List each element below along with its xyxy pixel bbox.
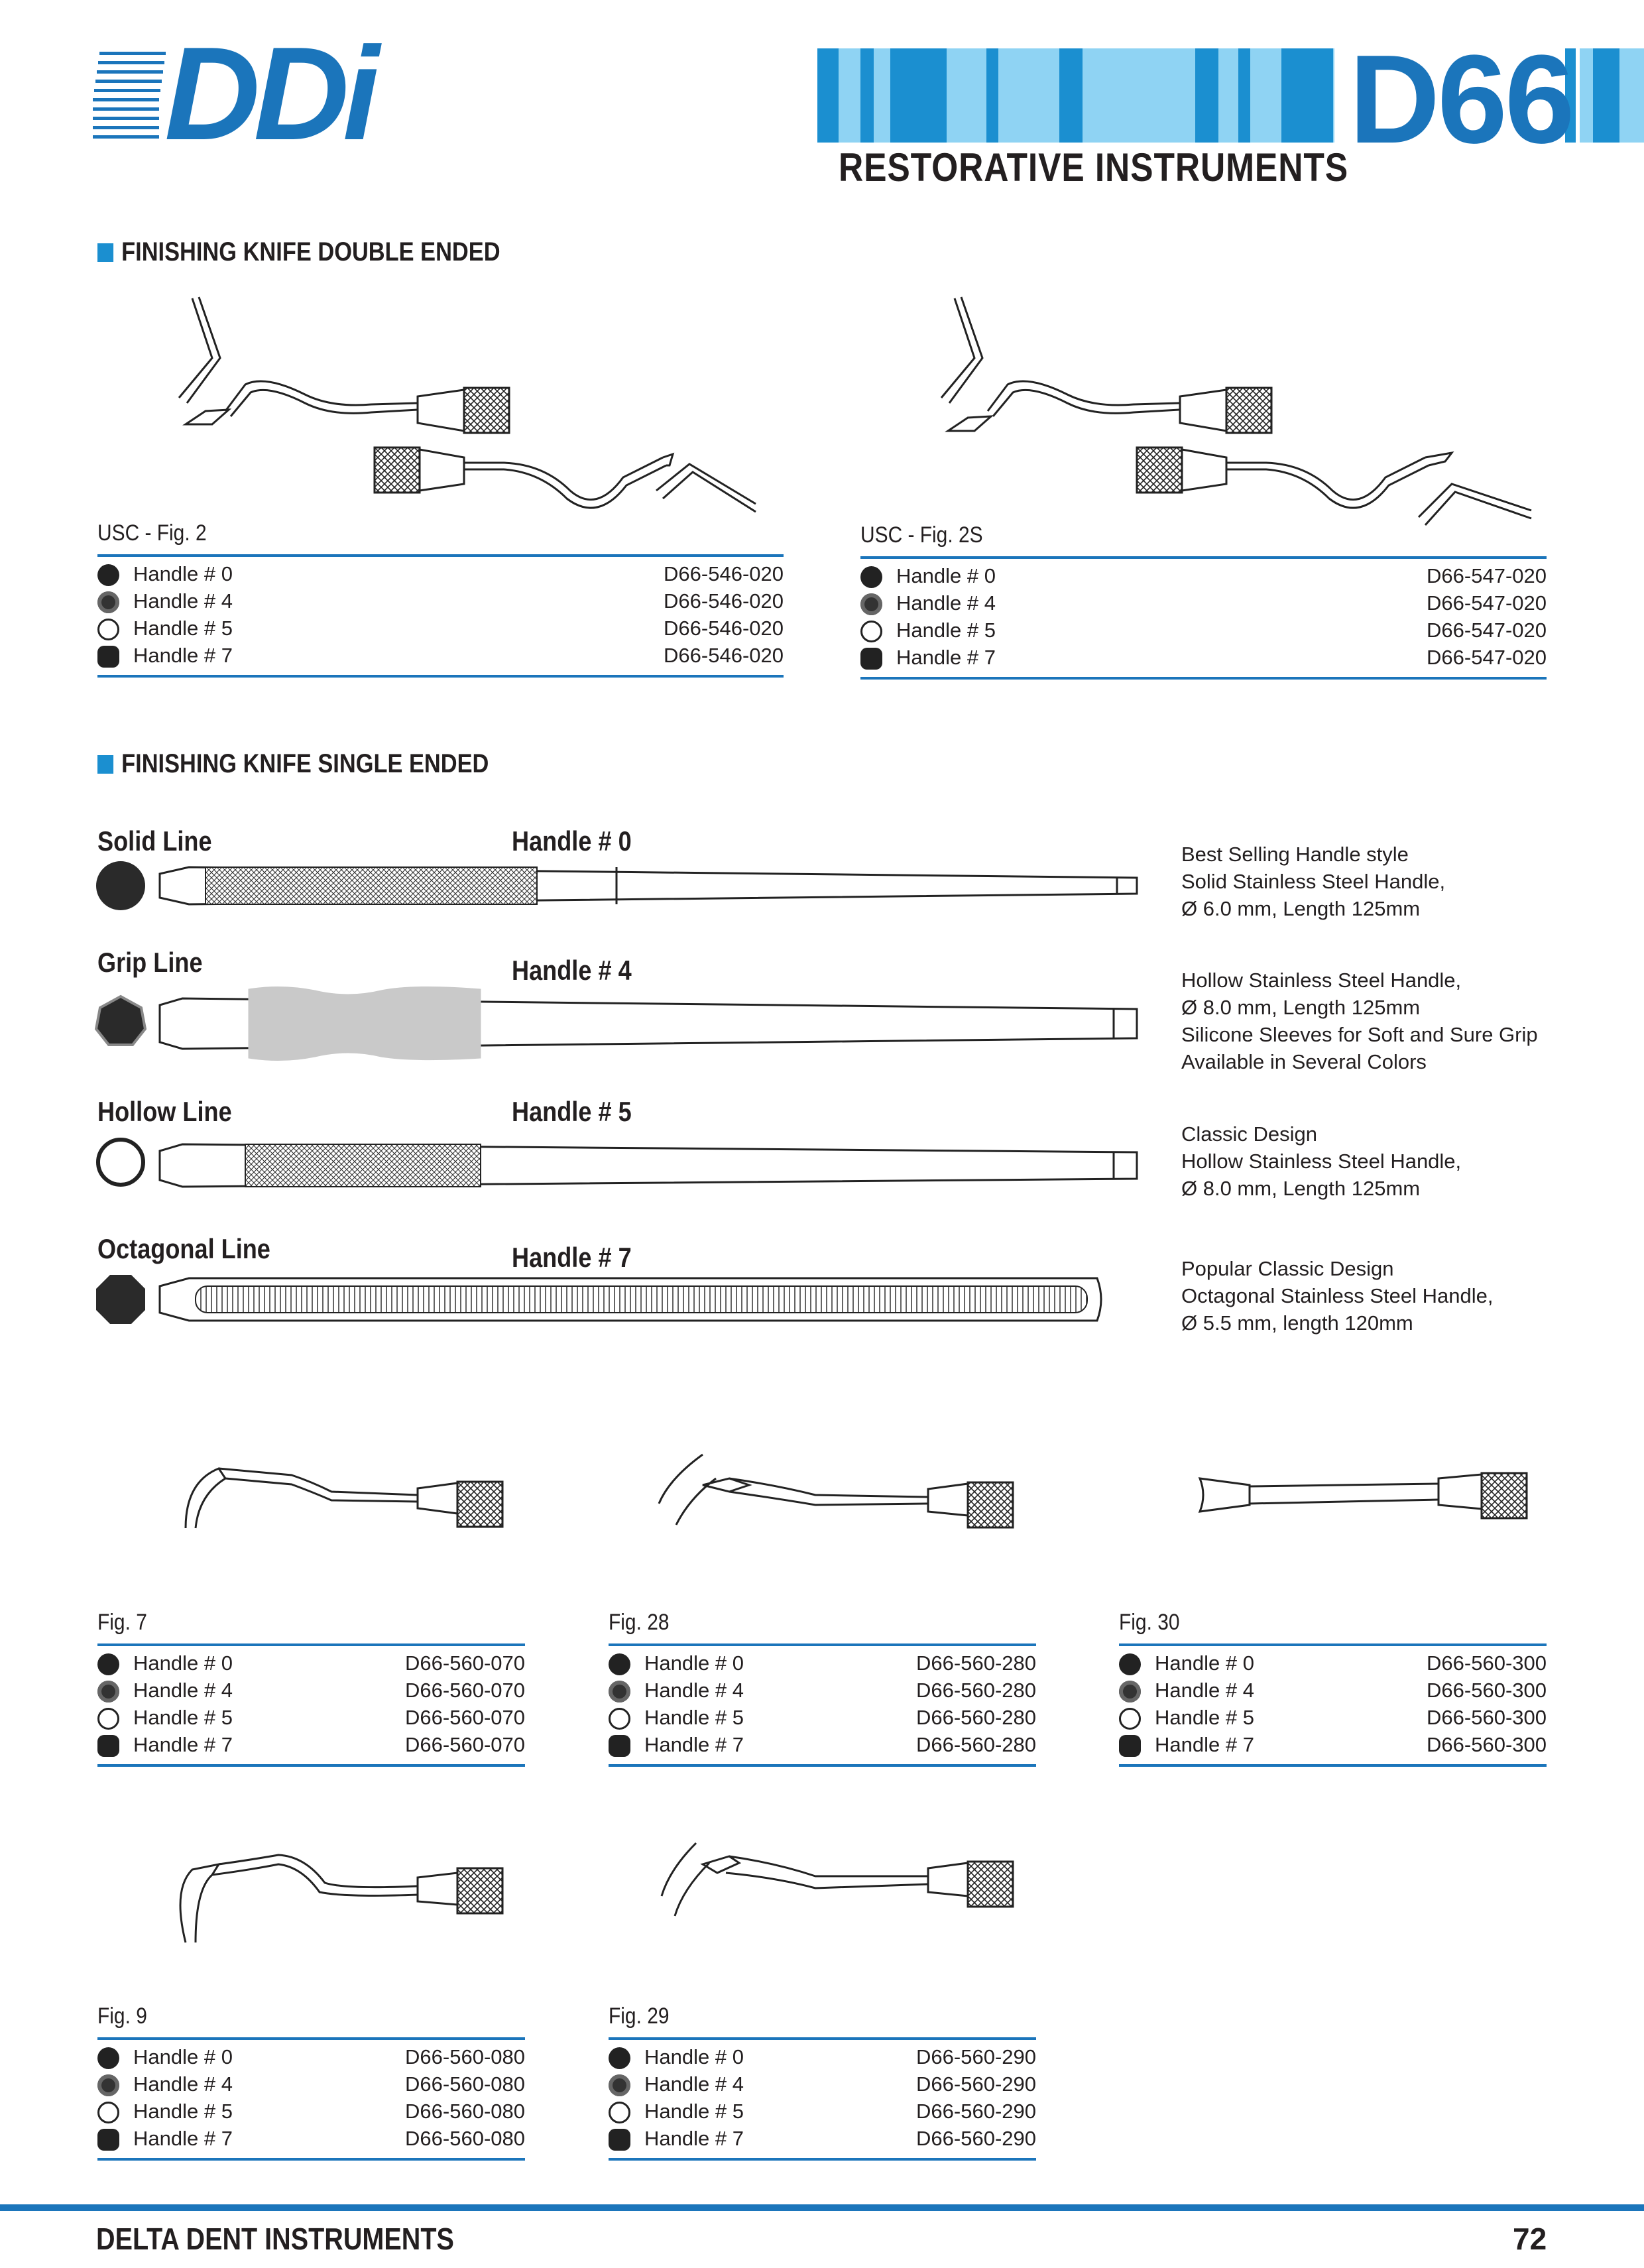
grip-handle-icon	[609, 1681, 630, 1702]
grip-handle-icon	[97, 2074, 119, 2096]
table-top-rule	[97, 554, 784, 557]
table-row: Handle # 5 D66-560-300	[1119, 1704, 1547, 1732]
footer-rule	[0, 2204, 1644, 2211]
table-row: Handle # 0 D66-560-280	[609, 1650, 1036, 1677]
hollow-handle-icon	[860, 621, 882, 642]
table-bottom-rule	[609, 2158, 1036, 2161]
page-subtitle: RESTORATIVE INSTRUMENTS	[839, 145, 1348, 190]
hollow-handle-icon	[609, 1708, 630, 1730]
solid-handle-icon	[609, 2047, 630, 2069]
table-row: Handle # 0 D66-546-020	[97, 561, 784, 588]
table-top-rule	[860, 556, 1547, 559]
table-row: Handle # 5 D66-546-020	[97, 615, 784, 642]
table-row: Handle # 0 D66-547-020	[860, 563, 1547, 590]
line-title-solid: Solid Line	[97, 825, 212, 857]
table-row: Handle # 4 D66-560-300	[1119, 1677, 1547, 1704]
instrument-illustration-fig2	[159, 292, 789, 530]
solid-handle-icon	[860, 566, 882, 588]
figure-label: Fig. 9	[97, 2003, 147, 2029]
table-row: Handle # 5 D66-560-080	[97, 2098, 525, 2125]
table-top-rule	[97, 1643, 525, 1646]
table-bottom-rule	[97, 2158, 525, 2161]
handle-title-7: Handle # 7	[512, 1242, 632, 1273]
logo-text: DDi	[164, 20, 373, 168]
figure-table-fig29	[609, 2003, 1036, 2161]
table-row: Handle # 7 D66-560-070	[97, 1732, 525, 1759]
table-row: Handle # 5 D66-560-280	[609, 1704, 1036, 1732]
table-row: Handle # 0 D66-560-080	[97, 2044, 525, 2071]
hollow-handle-icon	[97, 1708, 119, 1730]
handle-drawing-4	[156, 984, 1144, 1063]
line-title-grip: Grip Line	[97, 947, 203, 978]
octagonal-handle-icon	[1119, 1735, 1141, 1757]
figure-label: Fig. 29	[609, 2003, 670, 2029]
octagonal-handle-icon	[97, 646, 119, 668]
figure-table-fig30	[1119, 1610, 1547, 1767]
instrument-illustration-fig30	[1193, 1459, 1538, 1538]
figure-label: Fig. 30	[1119, 1610, 1180, 1635]
handle-title-4: Handle # 4	[512, 955, 632, 986]
figure-table-fig9	[97, 2003, 525, 2161]
table-row: Handle # 7 D66-560-280	[609, 1732, 1036, 1759]
table-row: Handle # 5 D66-560-290	[609, 2098, 1036, 2125]
octagonal-handle-icon	[97, 1735, 119, 1757]
octagonal-handle-icon	[97, 2129, 119, 2151]
handle-description-5: Classic Design Hollow Stainless Steel Handle, Ø 8.0 mm, Length 125mm	[1181, 1122, 1462, 1200]
table-bottom-rule	[609, 1764, 1036, 1767]
table-bottom-rule	[97, 675, 784, 678]
table-row: Handle # 4 D66-560-290	[609, 2071, 1036, 2098]
table-row: Handle # 4 D66-547-020	[860, 590, 1547, 617]
grip-handle-icon	[97, 1681, 119, 1702]
instrument-illustration-fig7	[179, 1455, 510, 1535]
table-row: Handle # 4 D66-560-070	[97, 1677, 525, 1704]
figure-label: USC - Fig. 2S	[860, 522, 983, 548]
handle-drawing-0	[156, 859, 1144, 912]
instrument-illustration-fig9	[172, 1836, 517, 1949]
footer-company: DELTA DENT INSTRUMENTS	[96, 2222, 454, 2256]
table-row: Handle # 4 D66-546-020	[97, 588, 784, 615]
grip-handle-icon	[97, 591, 119, 613]
handle-title-5: Handle # 5	[512, 1096, 632, 1127]
figure-table-fig28	[609, 1610, 1036, 1767]
page-number: 72	[1513, 2222, 1547, 2256]
table-row: Handle # 7 D66-547-020	[860, 644, 1547, 672]
solid-handle-icon	[97, 564, 119, 586]
section-square-icon	[97, 243, 113, 262]
grip-handle-icon	[860, 593, 882, 615]
figure-table-fig2s	[860, 522, 1547, 680]
table-row: Handle # 5 D66-547-020	[860, 617, 1547, 644]
grip-handle-icon	[609, 2074, 630, 2096]
hollow-handle-icon	[94, 1136, 147, 1189]
table-bottom-rule	[1119, 1764, 1547, 1767]
figure-label: USC - Fig. 2	[97, 520, 207, 546]
solid-handle-icon	[94, 859, 147, 912]
handle-title-0: Handle # 0	[512, 825, 632, 857]
figure-table-fig2	[97, 520, 784, 678]
handle-drawing-5	[156, 1132, 1144, 1199]
brand-logo	[93, 20, 373, 168]
table-row: Handle # 7 D66-560-290	[609, 2125, 1036, 2153]
table-row: Handle # 7 D66-560-300	[1119, 1732, 1547, 1759]
figure-label: Fig. 7	[97, 1610, 147, 1635]
solid-handle-icon	[609, 1653, 630, 1675]
table-top-rule	[609, 1643, 1036, 1646]
table-row: Handle # 7 D66-546-020	[97, 642, 784, 670]
handle-description-0: Best Selling Handle style Solid Stainless Steel Handle, Ø 6.0 mm, Length 125mm	[1181, 843, 1446, 920]
table-bottom-rule	[860, 677, 1547, 680]
handle-drawing-7	[156, 1272, 1110, 1327]
table-row: Handle # 5 D66-560-070	[97, 1704, 525, 1732]
line-title-octagonal: Octagonal Line	[97, 1233, 270, 1264]
instrument-illustration-fig2s	[921, 292, 1551, 530]
octagonal-handle-icon	[860, 648, 882, 670]
section-title-single-ended: FINISHING KNIFE SINGLE ENDED	[97, 749, 489, 779]
table-row: Handle # 4 D66-560-280	[609, 1677, 1036, 1704]
solid-handle-icon	[1119, 1653, 1141, 1675]
catalog-code: D66	[1349, 29, 1572, 170]
octagonal-handle-icon	[94, 1273, 147, 1326]
figure-label: Fig. 28	[609, 1610, 670, 1635]
grip-handle-icon	[1119, 1681, 1141, 1702]
table-top-rule	[609, 2037, 1036, 2040]
instrument-illustration-fig29	[656, 1836, 1028, 1929]
table-row: Handle # 0 D66-560-290	[609, 2044, 1036, 2071]
handle-description-4: Hollow Stainless Steel Handle, Ø 8.0 mm, Length 125mm Silicone Sleeves for Soft and Sure Grip Available in Several Colors	[1181, 969, 1538, 1073]
table-bottom-rule	[97, 1764, 525, 1767]
octagonal-handle-icon	[609, 2129, 630, 2151]
hollow-handle-icon	[97, 2102, 119, 2123]
solid-handle-icon	[97, 2047, 119, 2069]
hollow-handle-icon	[1119, 1708, 1141, 1730]
figure-table-fig7	[97, 1610, 525, 1767]
table-row: Handle # 7 D66-560-080	[97, 2125, 525, 2153]
table-top-rule	[97, 2037, 525, 2040]
section-title-double-ended: FINISHING KNIFE DOUBLE ENDED	[97, 237, 500, 267]
hollow-handle-icon	[97, 619, 119, 640]
line-title-hollow: Hollow Line	[97, 1096, 232, 1127]
table-row: Handle # 0 D66-560-070	[97, 1650, 525, 1677]
grip-handle-icon	[94, 994, 147, 1047]
table-row: Handle # 0 D66-560-300	[1119, 1650, 1547, 1677]
instrument-illustration-fig28	[656, 1452, 1028, 1538]
table-row: Handle # 4 D66-560-080	[97, 2071, 525, 2098]
handle-description-7: Popular Classic Design Octagonal Stainless Steel Handle, Ø 5.5 mm, length 120mm	[1181, 1257, 1494, 1335]
section-square-icon	[97, 755, 113, 774]
table-top-rule	[1119, 1643, 1547, 1646]
octagonal-handle-icon	[609, 1735, 630, 1757]
hollow-handle-icon	[609, 2102, 630, 2123]
solid-handle-icon	[97, 1653, 119, 1675]
